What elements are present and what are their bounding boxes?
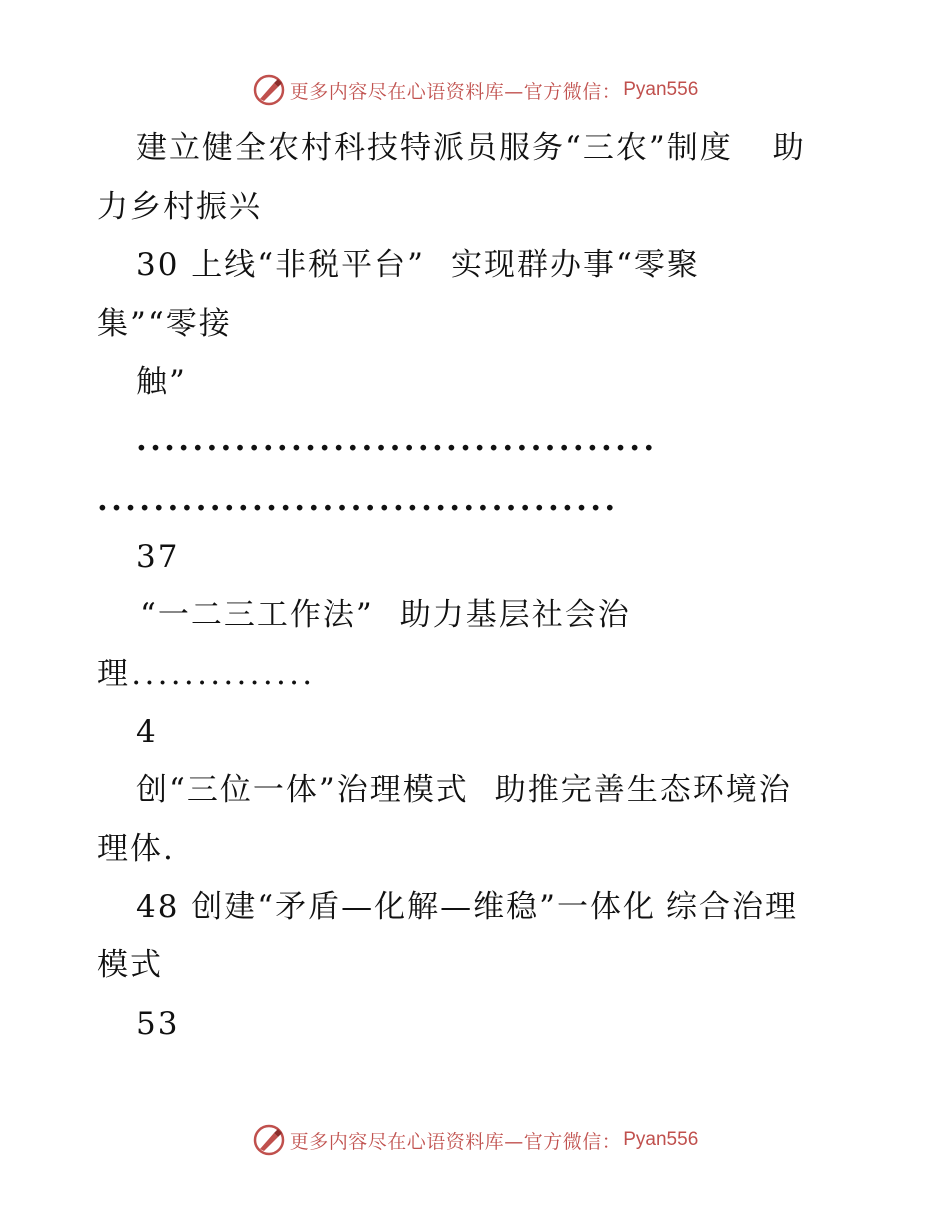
- toc-entry-text: 创“三位一体”治理模式: [136, 772, 469, 808]
- watermark-wechat-id: Pyan556: [623, 1129, 699, 1150]
- watermark-footer: [0, 1120, 950, 1160]
- watermark-header: [0, 70, 950, 110]
- toc-line-9: [140, 595, 631, 635]
- toc-page-number: 53: [136, 1006, 180, 1042]
- toc-line-3: [136, 245, 700, 285]
- toc-page-number: 37: [136, 539, 180, 575]
- toc-line-4: 集”“零接: [97, 306, 232, 342]
- toc-leader-dots: .....................................: [136, 422, 658, 458]
- toc-line-2: 力乡村振兴: [97, 189, 262, 225]
- toc-line-14: [136, 887, 798, 927]
- pen-logo-icon: [252, 73, 286, 107]
- toc-line-10: 理..............: [97, 656, 316, 692]
- toc-entry-text: 48 创建“矛盾—化解—维稳”一体化: [136, 889, 656, 925]
- watermark-text: 更多内容尽在心语资料库—官方微信：: [289, 80, 622, 103]
- toc-entry-text: 30 上线“非税平台”: [136, 247, 425, 283]
- toc-line-12: [136, 770, 792, 810]
- toc-entry-text: 建立健全农村科技特派员服务“三农”制度: [136, 130, 733, 166]
- toc-entry-text: 实现群办事“零聚: [451, 247, 700, 283]
- toc-leader-dots: .....................................: [97, 482, 619, 518]
- toc-line-13: 理体.: [97, 831, 175, 867]
- toc-entry-text: 助: [772, 130, 806, 166]
- watermark-text: 更多内容尽在心语资料库—官方微信：: [289, 1130, 622, 1153]
- toc-line-15: 模式: [97, 947, 163, 983]
- toc-line-1: [136, 128, 806, 168]
- toc-entry-text: 综合治理: [666, 889, 798, 925]
- pen-logo-icon: [252, 1123, 286, 1157]
- toc-entry-text: “一二三工作法”: [140, 597, 374, 633]
- toc-entry-text: 助推完善生态环境治: [494, 772, 792, 808]
- toc-page-number: 4: [136, 714, 158, 750]
- watermark-wechat-id: Pyan556: [623, 79, 699, 100]
- toc-line-5: 触”: [136, 364, 187, 400]
- toc-entry-text: 助力基层社会治: [399, 597, 631, 633]
